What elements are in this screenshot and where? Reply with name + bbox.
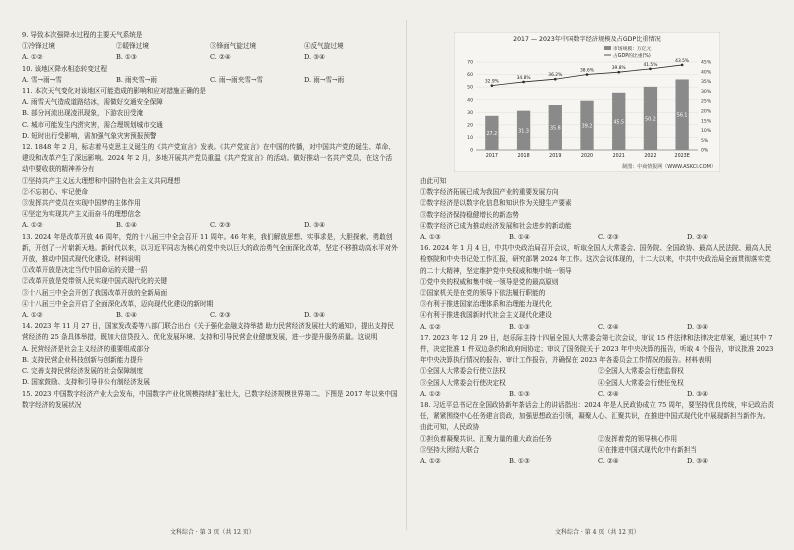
q18-answer: B. ①③ [509, 457, 530, 466]
q16-answer: D. ③④ [687, 322, 709, 331]
chart-source: 制图：中商情报网（WWW.ASKCI.COM） [622, 164, 716, 170]
x-tick-label: 2019 [549, 154, 562, 159]
q12-answers [22, 220, 398, 231]
q9-answer: D. ③④ [304, 53, 326, 62]
q16-answer: B. ①③ [509, 322, 530, 331]
x-tick-label: 2023E [674, 154, 690, 159]
x-tick-label: 2020 [580, 154, 594, 159]
gdp-share-point [491, 84, 494, 87]
q10-answer: C. 雨→雨夹雪→雪 [210, 75, 264, 84]
left-tick-label: 40 [467, 98, 473, 104]
q17-answers [420, 389, 776, 400]
left-tick-label: 0 [470, 148, 473, 154]
q13-answer: B. ①④ [116, 311, 137, 320]
q13-item: ②改革开放是党带领人民实现中国式现代化的关键 [22, 277, 168, 286]
legend-swatch-bars [604, 46, 611, 50]
q17-items [420, 366, 776, 388]
right-tick-label: 5% [701, 138, 709, 144]
x-tick-label: 2021 [612, 154, 625, 159]
q18-answer: A. ①② [420, 457, 441, 466]
q15-stem: 15. 2023 中国数字经济产业大会发布，中国数字产业化规模持续扩张壮大，已数字经济规模世界第二。下图是 2017 年以来中国数字经济的发展状况 [22, 389, 398, 409]
right-tick-label: 30% [701, 89, 712, 95]
right-tick-label: 10% [701, 129, 712, 135]
q10-answer: B. 雨夹雪→雨 [116, 75, 157, 84]
q18-stem: 18. 习近平总书记在全国政协新年茶话会上的讲话指出：2024 年是人民政协成立 75 周年，要坚持优良传统，牢记政治责任，紧紧围绕中心任务建言资政，加强思想政治引领，凝聚人心、汇聚共识，在推进中国式现代化中展现新担当新作为。由此可知，人民政协 [420, 401, 774, 432]
q10-stem: 10. 该地区降水相态转变过程 [22, 64, 108, 73]
q14-item: D. 国家鼓励、支持和引导非公有制经济发展 [22, 378, 150, 387]
q17-item: ③全国人大常委会行使决定权 [420, 378, 506, 387]
q15-item: ②数字经济是以数字化信息和知识作为关键生产要素 [420, 199, 572, 208]
q9-stem: 9. 导致本次强降水过程的主要天气系统是 [22, 31, 143, 39]
q15-answer: B. ①④ [509, 233, 530, 242]
right-tick-label: 25% [701, 99, 712, 105]
right-footer: 文科综合 · 第 4 页（共 12 页） [555, 529, 640, 536]
q17-answer: C. ②④ [598, 389, 619, 398]
bar-value-label: 27.2 [486, 131, 498, 137]
q9-answer: A. ①② [22, 53, 43, 62]
right-page [420, 176, 776, 467]
bar-value-label: 35.8 [549, 126, 561, 132]
q18-item: ①担负着凝聚共识、汇聚力量的重大政治任务 [420, 434, 552, 443]
q15-item: ③数字经济保持稳健增长的新态势 [420, 210, 519, 219]
q13-answer: C. ②③ [210, 311, 231, 320]
q18-answers [420, 456, 776, 467]
q12-item: ③发挥共产党员在实现中国梦的主体作用 [22, 199, 141, 208]
gdp-share-point [681, 64, 684, 67]
gdp-share-label: 36.2% [548, 73, 563, 79]
q15-answers [420, 232, 776, 243]
q16-answers [420, 322, 776, 333]
gdp-share-point [617, 71, 620, 74]
q14-stem: 14. 2023 年 11 月 27 日，国家发改委等八部门联合出台《关于强化金融支持举措 助力民营经济发展壮大的通知》，提出支持民营经济的 25 条具体举措，既加大信贷投入、优化发展环境、支持和引导民营企业健康发展，进一步提升服务质量。这说明 [22, 322, 394, 342]
q12-answer: B. ①④ [116, 221, 137, 230]
q18-item: ②发挥着党的领导核心作用 [598, 434, 678, 443]
q10-answers [22, 75, 398, 86]
q11-option: D. 短时出行受影响，需加强气象灾害预报预警 [22, 131, 157, 140]
gdp-share-point [554, 78, 557, 81]
q13-answer: D. ③④ [304, 311, 326, 320]
left-page [22, 30, 398, 411]
left-footer: 文科综合 · 第 3 页（共 12 页） [170, 529, 255, 536]
gdp-share-label: 41.5% [643, 62, 658, 68]
q11-option: A. 雨雪天气造成道路结冰，需做好交通安全保障 [22, 98, 163, 107]
x-tick-label: 2017 [485, 154, 498, 159]
legend-label: 市场规模：万亿元 [613, 47, 652, 52]
q13-item: ④十八届三中全会开启了全面深化改革，迈向现代化建设的新时期 [22, 299, 214, 308]
bar-value-label: 31.3 [518, 129, 529, 135]
right-tick-label: 15% [701, 119, 712, 125]
q12-item: ②不忘初心、牢记使命 [22, 187, 88, 196]
x-tick-label: 2022 [644, 154, 657, 159]
q9-answers [22, 52, 398, 63]
q18-items [420, 434, 776, 456]
q15-answer: D. ②④ [687, 233, 709, 242]
left-tick-label: 60 [467, 73, 473, 79]
gdp-share-label: 39.8% [611, 66, 626, 72]
q10-answer: D. 雨→雪→雨 [304, 75, 345, 84]
q16-item: ④有利于推进我国新时代社会主义现代化建设 [420, 311, 552, 320]
q17-answer: D. ③④ [687, 389, 709, 398]
right-tick-label: 40% [701, 70, 712, 76]
q9-option: ①冷锋过境 [22, 42, 55, 51]
chart-title: 2017 — 2023年中国数字经济规模及占GDP比重情况 [513, 36, 661, 43]
q9-options [22, 41, 398, 52]
q16-stem: 16. 2024 年 1 月 4 日，中共中央政治局召开会议，听取全国人大常委会、国务院、全国政协、最高人民法院、最高人民检察院和中央书记处工作汇报，研究部署 2024 年工作。这次会议体现的，十二大以来，中共中央政治局全面贯彻落实党的二十大精神，坚定维护党中央权威和集中统一领导 [420, 244, 772, 275]
gdp-share-label: 34.8% [516, 75, 531, 81]
right-tick-label: 45% [701, 60, 712, 66]
bar-value-label: 39.2 [581, 124, 593, 130]
q9-option: ④反气旋过境 [304, 42, 344, 51]
q15-answer: A. ①③ [420, 233, 441, 242]
q11-option: C. 城市可能发生内涝灾害，需合理规划城市交通 [22, 120, 163, 129]
bar-value-label: 50.2 [645, 117, 656, 123]
q16-item: ③有利于推进国家治理体系和治理能力现代化 [420, 300, 552, 309]
q17-item: ②全国人大常委会行使监督权 [598, 367, 684, 376]
q9-answer: B. ①③ [116, 53, 137, 62]
chart-caption: 由此可知 [420, 177, 447, 185]
q16-item: ①党中央的权威和集中统一领导是党的最高原则 [420, 277, 559, 286]
x-tick-label: 2018 [517, 154, 530, 159]
q17-answer: B. ①③ [509, 389, 530, 398]
q9-answer: C. ②④ [210, 53, 231, 62]
q12-answer: A. ①② [22, 221, 43, 230]
q12-answer: D. ③④ [304, 221, 326, 230]
q13-item: ①改革开放是决定当代中国命运的关键一招 [22, 266, 148, 275]
digital-economy-chart [454, 32, 720, 172]
q17-item: ①全国人大常委会行使立法权 [420, 367, 506, 376]
q15-item: ④数字经济已成为推动经济发展和社会进步的新动能 [420, 221, 572, 230]
q17-stem: 17. 2023 年 12 月 29 日，赵乐际主持十四届全国人大常委会第七次会议，审议 15 件法律和法律决定草案，通过其中 7 件，决定批准 1 件双边条约和政府间协定；审议了国务院关于 2023 年中央决算的报告，听取 4 个报告，审议批准 2023 年中央决算执行情况的报告、审计工作报告，并确保在 2023 年各委员会工作情况的报告。材料表明 [420, 333, 774, 365]
gdp-share-label: 32.9% [484, 79, 499, 85]
q9-option: ③锋面气旋过境 [210, 42, 257, 51]
left-tick-label: 20 [467, 123, 473, 129]
page-divider [406, 20, 407, 530]
q14-item: C. 完善支持民营经济发展的社会保障制度 [22, 367, 144, 376]
q12-answer: C. ②③ [210, 221, 231, 230]
q13-answer: A. ①② [22, 311, 43, 320]
bar-value-label: 45.5 [613, 120, 625, 126]
q17-item: ④全国人大常委会行使任免权 [598, 378, 684, 387]
left-tick-label: 10 [467, 136, 473, 142]
q12-item: ①坚持共产主义远大理想和中国特色社会主义共同理想 [22, 176, 181, 185]
q10-answer: A. 雪→雨→雪 [22, 75, 62, 84]
gdp-share-label: 38.6% [580, 68, 594, 74]
left-tick-label: 30 [467, 110, 473, 116]
q13-answers [22, 310, 398, 321]
q16-answer: A. ①② [420, 322, 441, 331]
right-tick-label: 20% [701, 109, 712, 115]
q9-option: ②暖锋过境 [116, 42, 149, 51]
gdp-share-label: 43.5% [675, 58, 690, 64]
q12-item: ④坚定为实现共产主义而奋斗的理想信念 [22, 210, 141, 219]
legend-label: 占GDP的比重(%) [613, 54, 651, 59]
q18-answer: D. ③④ [687, 457, 709, 466]
q18-answer: C. ②④ [598, 457, 619, 466]
q17-answer: A. ①② [420, 389, 441, 398]
q14-item: A. 民营经济是社会主义经济的重要组成部分 [22, 344, 150, 353]
right-tick-label: 0% [701, 148, 709, 154]
right-tick-label: 35% [701, 80, 712, 86]
gdp-share-point [649, 68, 652, 71]
q15-item: ①数字经济拓展已成为我国产业的重要发展方向 [420, 188, 559, 197]
q13-item: ③十八届三中全会开创了我国改革开放的全新局面 [22, 288, 168, 297]
left-tick-label: 70 [467, 60, 473, 66]
q14-item: B. 支持民营企业科技创新与创新能力提升 [22, 355, 144, 364]
q13-stem: 13. 2024 年是改革开放 46 周年，党的十八届三中全会召开 11 周年。46 年来，我们解放思想、实事求是，大胆探索、勇敢创新，开创了一片崭新天地。新时代以来，以习近平同志为核心的党中央以巨大的政治勇气全面深化改革，坚定不移推动高水平对外开放，推动中国式现代化建设。材料说明 [22, 232, 398, 264]
q15-answer: C. ②③ [598, 233, 619, 242]
q18-item: ③坚持大团结大联合 [420, 445, 480, 454]
q12-stem: 12. 1848 年 2 月，标志着马克思主义诞生的《共产党宣言》发表。《共产党宣言》在中国的传播，对中国共产党的诞生、革命、建设和改革产生了深远影响。2024 年 2 月，多地开展共产党员重温《共产党宣言》的活动。做好推动一名共产党员，在这个活动中要收获的精神养分有 [22, 143, 395, 174]
left-tick-label: 50 [467, 85, 473, 91]
q11-option: B. 部分河流出现凌汛现象，下游农田受淹 [22, 109, 144, 118]
q16-item: ②国家机关是在党的领导下依法履行职能的 [420, 289, 546, 298]
q18-item: ④在推进中国式现代化中有新担当 [598, 445, 697, 454]
q16-answer: C. ②④ [598, 322, 619, 331]
bar-value-label: 56.1 [676, 113, 688, 119]
q11-stem: 11. 本次天气变化对该地区可能造成的影响和应对措施正确的是 [22, 87, 207, 96]
gdp-share-point [522, 81, 525, 84]
gdp-share-point [586, 73, 589, 76]
